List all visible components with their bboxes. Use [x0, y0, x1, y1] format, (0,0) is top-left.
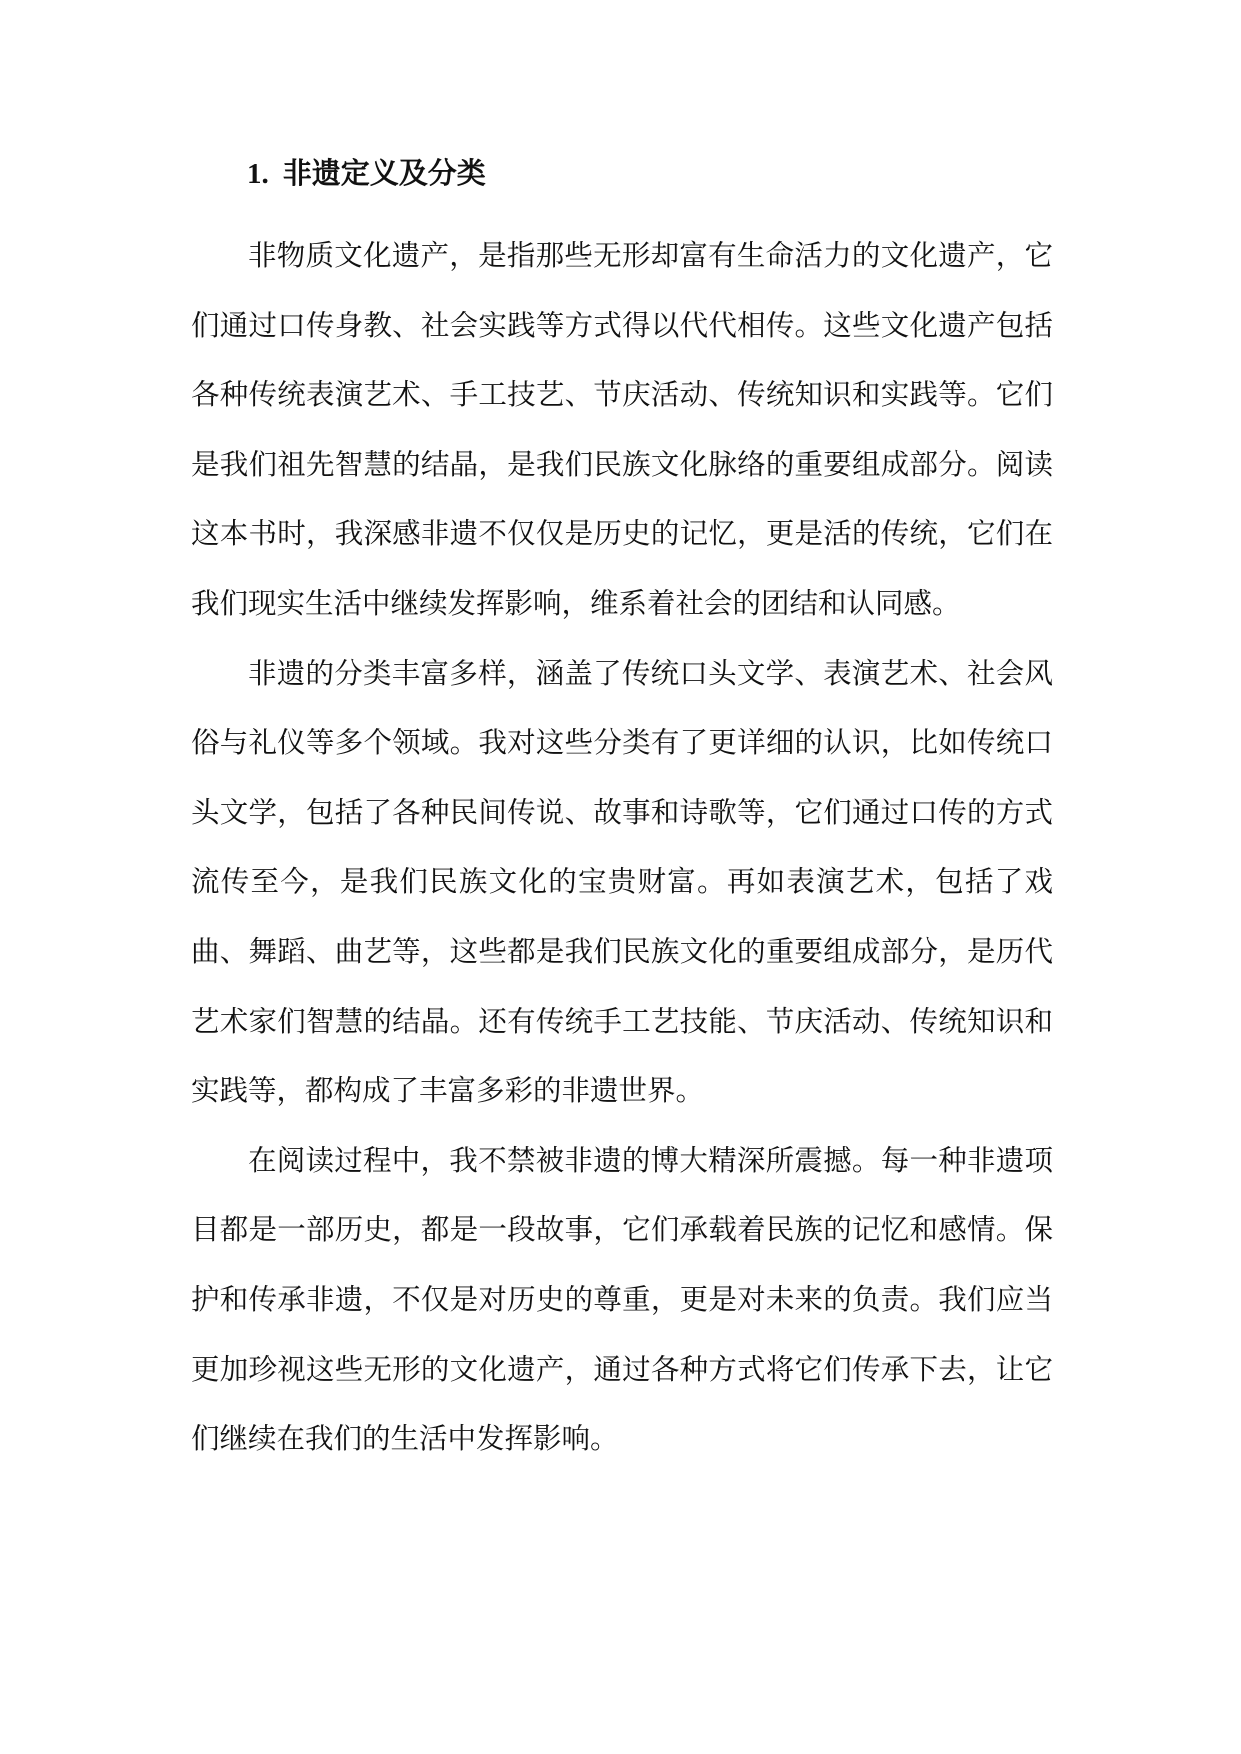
section-title: 非遗定义及分类	[282, 156, 486, 190]
document-body	[191, 149, 1053, 1474]
paragraph-definition: 非物质文化遗产，是指那些无形却富有生命活力的文化遗产，它们通过口传身教、社会实践等方式得以代代相传。这些文化遗产包括各种传统表演艺术、手工技艺、节庆活动、传统知识和实践等。它们是我们祖先智慧的结晶，是我们民族文化脉络的重要组成部分。阅读这本书时，我深感非遗不仅仅是历史的记忆，更是活的传统，它们在我们现实生活中继续发挥影响，维系着社会的团结和认同感。	[191, 239, 1053, 620]
paragraph-reflection: 在阅读过程中，我不禁被非遗的博大精深所震撼。每一种非遗项目都是一部历史，都是一段故事，它们承载着民族的记忆和感情。保护和传承非遗，不仅是对历史的尊重，更是对未来的负责。我们应当更加珍视这些无形的文化遗产，通过各种方式将它们传承下去，让它们继续在我们的生活中发挥影响。	[191, 1143, 1053, 1456]
section-heading	[247, 149, 1053, 197]
section-number: 1.	[247, 158, 269, 190]
paragraph-classification: 非遗的分类丰富多样，涵盖了传统口头文学、表演艺术、社会风俗与礼仪等多个领域。我对这些分类有了更详细的认识，比如传统口头文学，包括了各种民间传说、故事和诗歌等，它们通过口传的方式流传至今，是我们民族文化的宝贵财富。再如表演艺术，包括了戏曲、舞蹈、曲艺等，这些都是我们民族文化的重要组成部分，是历代艺术家们智慧的结晶。还有传统手工艺技能、节庆活动、传统知识和实践等，都构成了丰富多彩的非遗世界。	[191, 656, 1053, 1108]
